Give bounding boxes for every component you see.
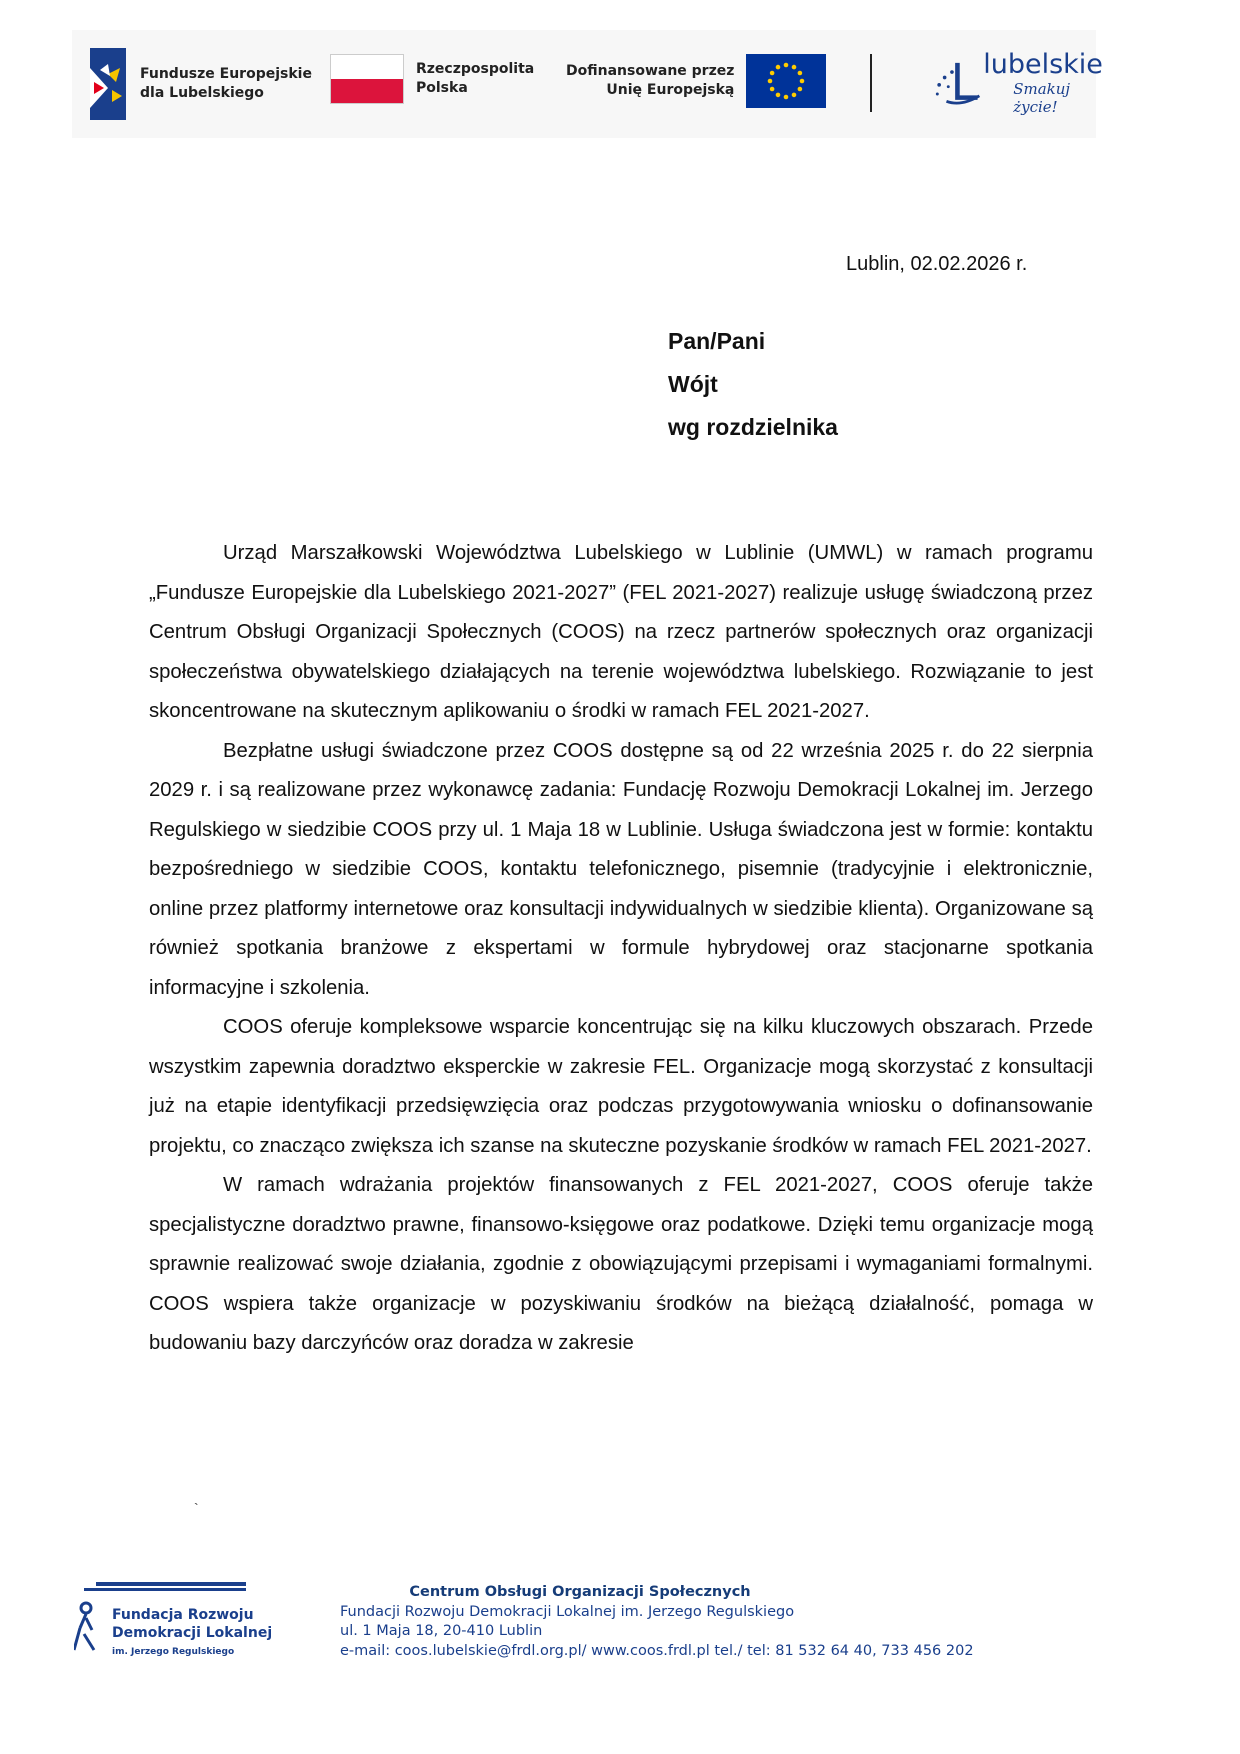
frdl-logo-line1: Fundacja Rozwoju <box>112 1607 254 1623</box>
body-paragraph: Urząd Marszałkowski Województwa Lubelskiego w Lublinie (UMWL) w ramach programu „Fundusze Europejskie dla Lubelskiego 2021-2027” (FEL 2021-2027) realizuje usługę świadczoną przez Centrum Obsługi Organizacji Społecznych (COOS) na rzecz partnerów społecznych oraz organizacji społeczeństwa obywatelskiego działających na terenie województwa lubelskiego. Rozwiązanie to jest skoncentrowane na skutecznym aplikowaniu o środki w ramach FEL 2021-2027. <box>149 542 1093 722</box>
header-logo-strip <box>72 30 1103 138</box>
eu-logo-line1: Dofinansowane przez <box>566 63 735 79</box>
footer-line: Fundacji Rozwoju Demokracji Lokalnej im. Jerzego Regulskiego <box>340 1603 795 1620</box>
letter-body <box>149 534 1093 1364</box>
letter-date: Lublin, 02.02.2026 r. <box>846 253 1028 275</box>
pl-logo-line1: Rzeczpospolita <box>416 61 535 77</box>
pl-logo-line2: Polska <box>416 80 468 96</box>
recipient-line: Wójt <box>668 371 718 397</box>
recipient-block <box>668 320 838 449</box>
fe-emblem-icon <box>90 48 126 120</box>
fe-logo-line1: Fundusze Europejskie <box>140 66 312 82</box>
fe-logo <box>90 48 312 120</box>
lubelskie-emblem-icon <box>930 55 981 111</box>
eu-logo-line2: Unię Europejską <box>606 82 735 98</box>
footer-title: Centrum Obsługi Organizacji Społecznych <box>409 1584 751 1600</box>
footer-line: e-mail: coos.lubelskie@frdl.org.pl/ www.coos.frdl.pl tel./ tel: 81 532 64 40, 733 456 202 <box>340 1642 974 1659</box>
lubelskie-logo-tagline: Smakuj życie! <box>1013 80 1071 116</box>
frdl-logo-line2: Demokracji Lokalnej <box>112 1625 273 1641</box>
stray-mark: ` <box>194 1500 199 1516</box>
body-paragraph: Bezpłatne usługi świadczone przez COOS dostępne są od 22 września 2025 r. do 22 sierpnia 2029 r. i są realizowane przez wykonawcę zadania: Fundację Rozwoju Demokracji Lokalnej im. Jerzego Regulskiego w siedzibie COOS przy ul. 1 Maja 18 w Lublinie. Usługa świadczona jest w formie: kontaktu bezpośredniego w siedzibie COOS, kontaktu telefonicznego, pisemnie (tradycyjnie i elektronicznie, online przez platformy internetowe oraz konsultacji indywidualnych w siedzibie klienta). Organizowane są również spotkania branżowe z ekspertami w formule hybrydowej oraz stacjonarne spotkania informacyjne i szkolenia. <box>149 739 1093 999</box>
frdl-logo-text <box>112 1606 272 1642</box>
eu-logo <box>566 54 826 108</box>
lubelskie-logo-name: lubelskie <box>983 49 1103 80</box>
polish-flag-icon <box>330 54 404 104</box>
body-paragraph: W ramach wdrażania projektów finansowanych z FEL 2021-2027, COOS oferuje także specjalistyczne doradztwo prawne, finansowo-księgowe oraz podatkowe. Dzięki temu organizacje mogą sprawnie realizować swoje działania, zgodnie z obowiązującymi przepisami i wymaganiami formalnymi. COOS wspiera także organizacje w pozyskiwaniu środków na bieżącą działalność, pomaga w budowaniu bazy darczyńców oraz doradza w zakresie <box>149 1174 1093 1354</box>
recipient-line: wg rozdzielnika <box>668 414 838 440</box>
lubelskie-logo <box>930 50 1108 116</box>
footer-line: ul. 1 Maja 18, 20-410 Lublin <box>340 1623 543 1639</box>
logo-divider <box>870 54 872 112</box>
footer-contact <box>340 1583 974 1661</box>
recipient-line: Pan/Pani <box>668 328 766 354</box>
eu-flag-icon <box>746 54 826 108</box>
body-paragraph: COOS oferuje kompleksowe wsparcie koncentrując się na kilku kluczowych obszarach. Przede wszystkim zapewnia doradztwo eksperckie w zakresie FEL. Organizacje mogą skorzystać z konsultacji już na etapie identyfikacji przedsięwzięcia oraz podczas przygotowywania wniosku o dofinansowanie projektu, co znacząco zwiększa ich szanse na skuteczne pozyskanie środków w ramach FEL 2021-2027. <box>149 1016 1093 1157</box>
fe-logo-line2: dla Lubelskiego <box>140 85 264 101</box>
pl-logo <box>330 54 534 104</box>
frdl-logo-sub: im. Jerzego Regulskiego <box>112 1647 235 1657</box>
